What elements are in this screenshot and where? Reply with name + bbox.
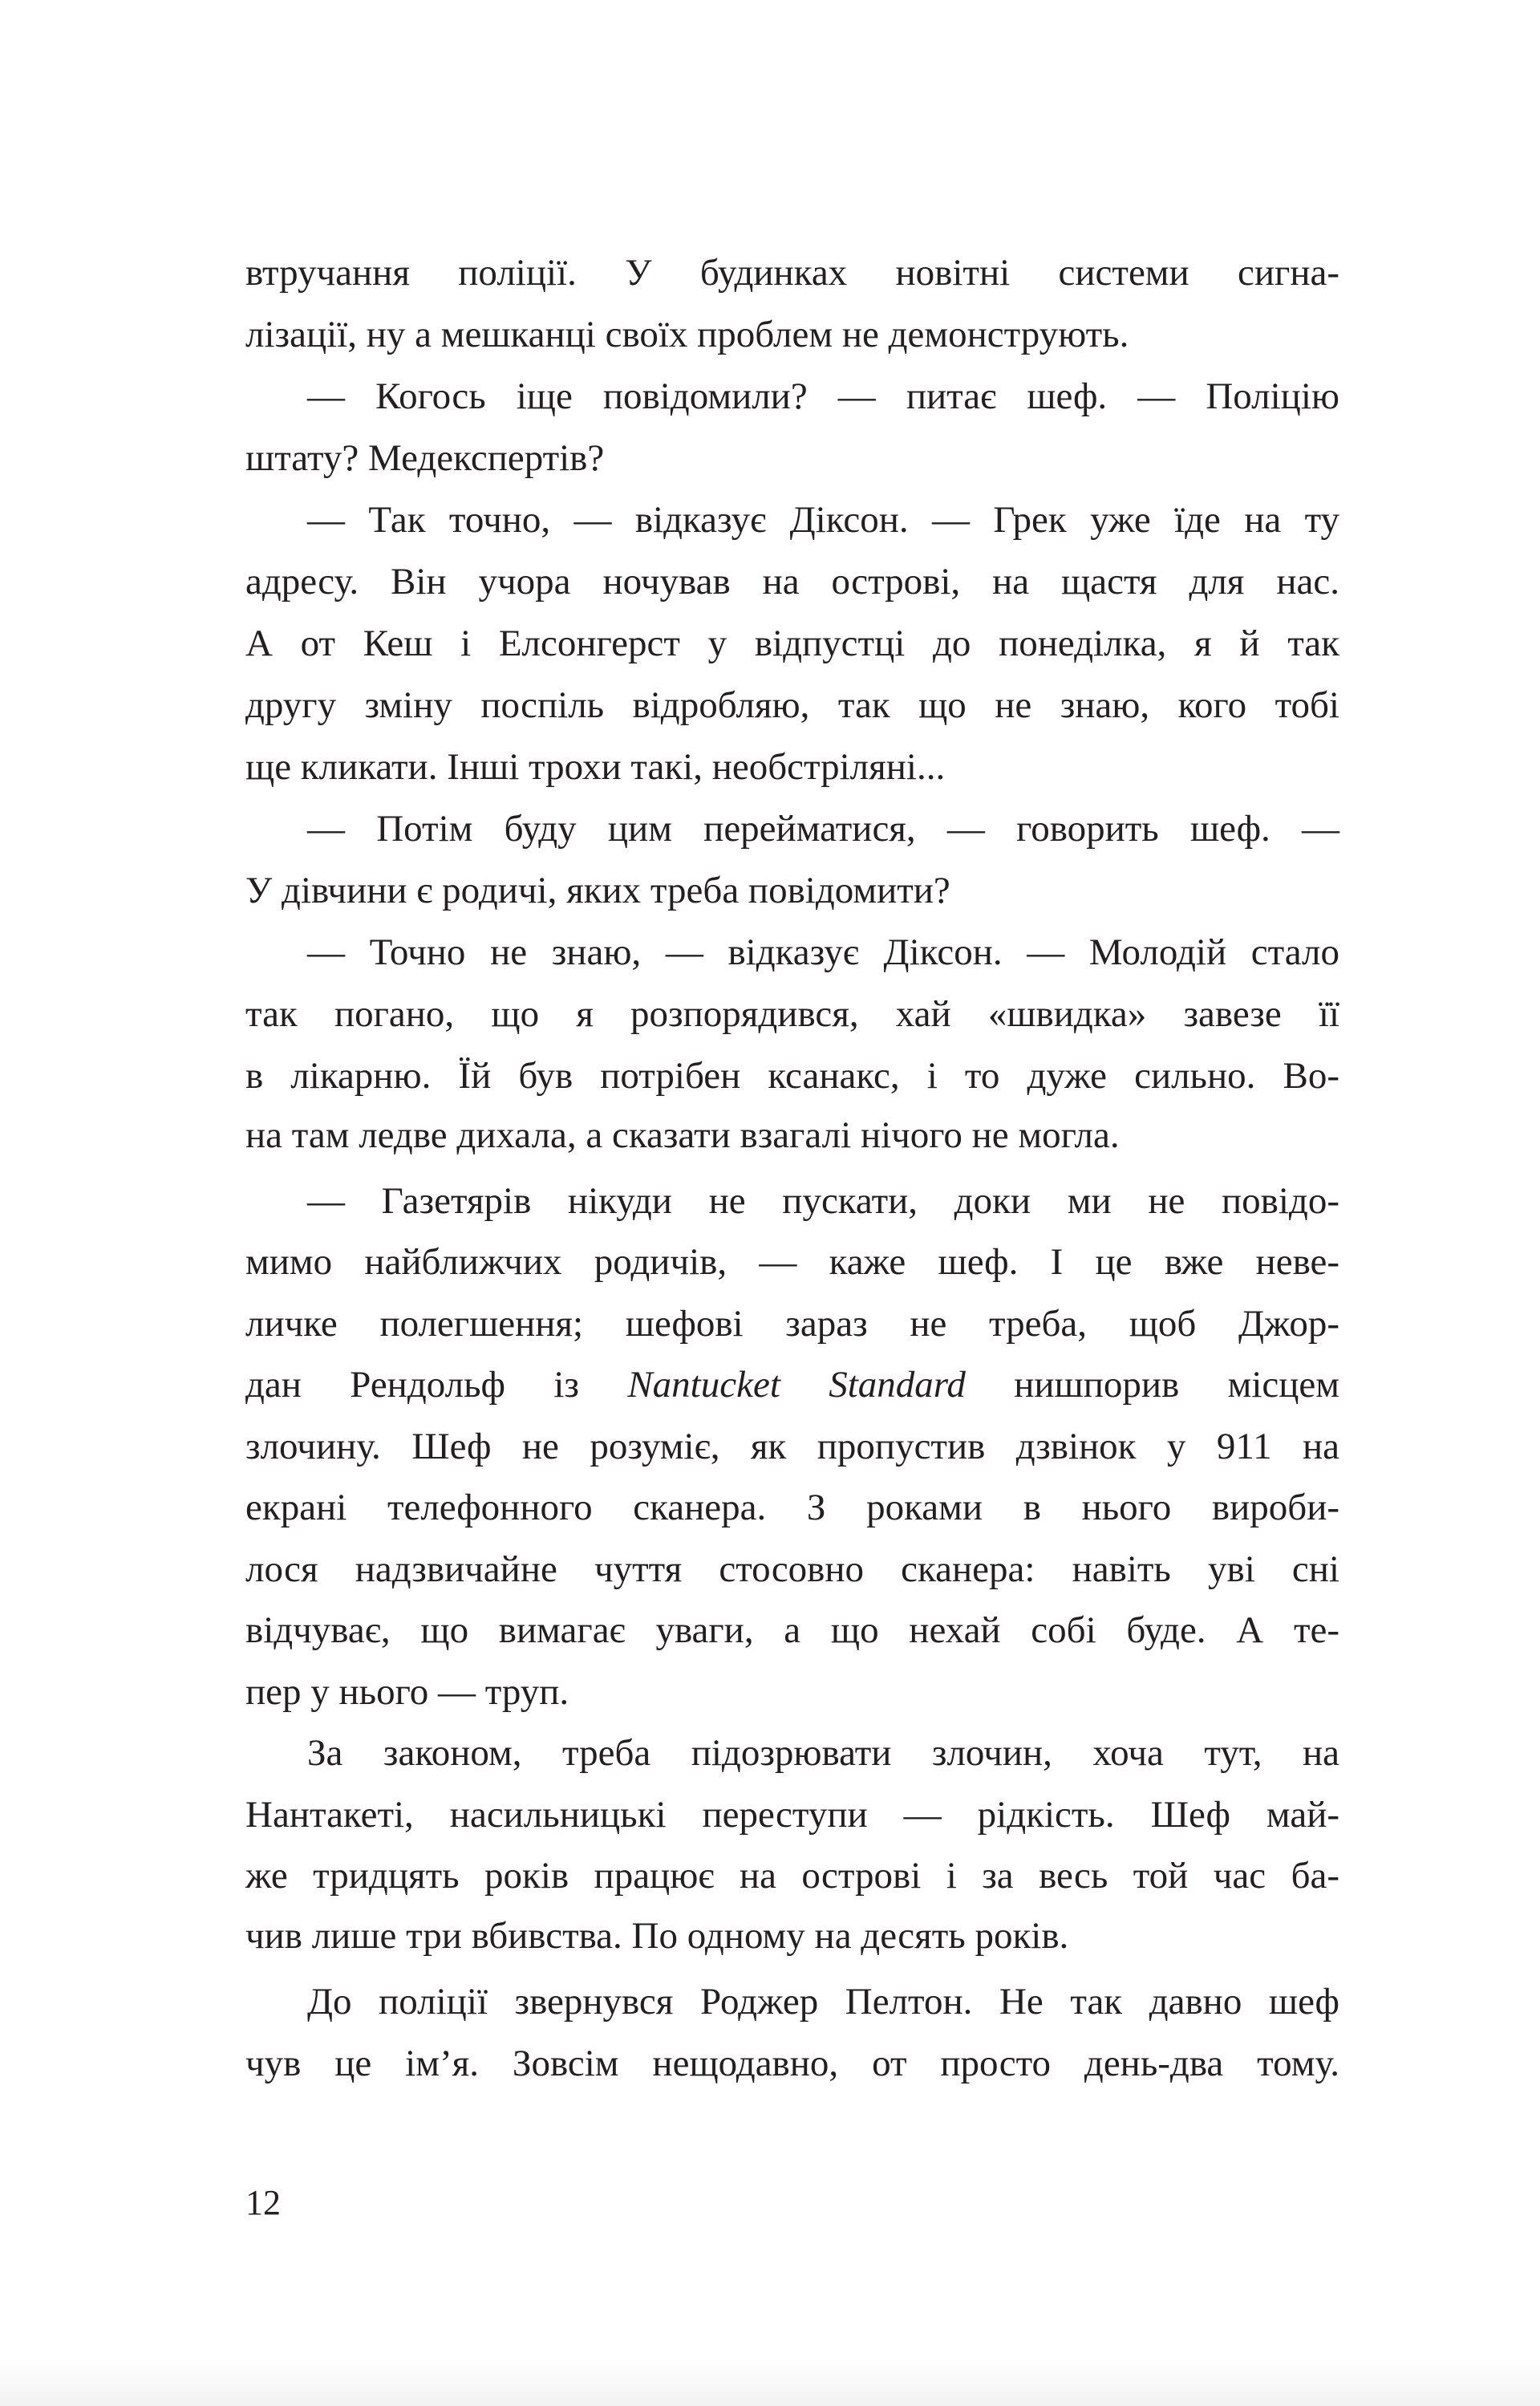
text-line: До поліції звернувся Роджер Пелтон. Не так давно шеф xyxy=(307,1981,1339,2023)
text-line: же тридцять років працює на острові і за весь той час ба- xyxy=(245,1855,1339,1897)
text-line: втручання поліції. У будинках новітні системи сигна- xyxy=(245,252,1339,294)
text-line: злочину. Шеф не розуміє, як пропустив дзвінок у 911 на xyxy=(245,1426,1339,1467)
page-number: 12 xyxy=(245,2183,281,2222)
text-line: в лікарню. Їй був потрібен ксанакс, і то дуже сильно. Во- xyxy=(245,1055,1339,1097)
text-line: личке полегшення; шефові зараз не треба, щоб Джор- xyxy=(245,1303,1339,1345)
text-line: чив лише три вбивства. По одному на десять років. xyxy=(245,1915,1069,1957)
text-line: — Потім буду цим перейматися, — говорить шеф. — xyxy=(307,808,1339,850)
text-line: чув це ім’я. Зовсім нещодавно, от просто день-два тому. xyxy=(245,2043,1339,2084)
text-line: — Когось іще повідомили? — питає шеф. — Поліцію xyxy=(307,375,1339,417)
text-line: За законом, треба підозрювати злочин, хоча тут, на xyxy=(307,1732,1339,1774)
text-line: на там ледве дихала, а сказати взагалі нічого не могла. xyxy=(245,1114,1120,1156)
text-line: Нантакеті, насильницькі переступи — рідкість. Шеф май- xyxy=(245,1794,1339,1836)
text-line: відчуває, що вимагає уваги, а що нехай собі буде. А те- xyxy=(245,1609,1339,1651)
text-line: так погано, що я розпорядився, хай «швидка» завезе її xyxy=(245,993,1339,1035)
text-line: — Газетярів нікуди не пускати, доки ми не повідо- xyxy=(307,1180,1339,1222)
text-line: — Точно не знаю, — відказує Діксон. — Молодій стало xyxy=(307,931,1339,973)
text-line: У дівчини є родичі, яких треба повідомити? xyxy=(245,870,950,911)
text-line: пер у нього — труп. xyxy=(245,1671,569,1713)
italic-newspaper-title: Nantucket Standard xyxy=(627,1364,966,1406)
text-line: мимо найближчих родичів, — каже шеф. І це вже неве- xyxy=(245,1241,1339,1283)
text-line: другу зміну поспіль відробляю, так що не знаю, кого тобі xyxy=(245,684,1339,726)
text-fragment: дан Рендольф із xyxy=(245,1364,628,1406)
text-line: екрані телефонного сканера. З роками в нього вироби- xyxy=(245,1487,1339,1528)
text-line: ще кликати. Інші трохи такі, необстріляні... xyxy=(245,746,946,788)
text-line: адресу. Він учора ночував на острові, на щастя для нас. xyxy=(245,561,1339,603)
text-line xyxy=(245,1354,1339,1416)
text-line: А от Кеш і Елсонгерст у відпустці до понеділка, я й так xyxy=(245,623,1339,664)
text-line: — Так точно, — відказує Діксон. — Грек уже їде на ту xyxy=(307,499,1339,541)
text-line: штату? Медекспертів? xyxy=(245,437,605,479)
text-line: лізації, ну а мешканці своїх проблем не демонструють. xyxy=(245,314,1129,355)
text-line: лося надзвичайне чуття стосовно сканера: навіть уві сні xyxy=(245,1548,1339,1590)
text-fragment: нишпорив місцем xyxy=(965,1364,1340,1406)
